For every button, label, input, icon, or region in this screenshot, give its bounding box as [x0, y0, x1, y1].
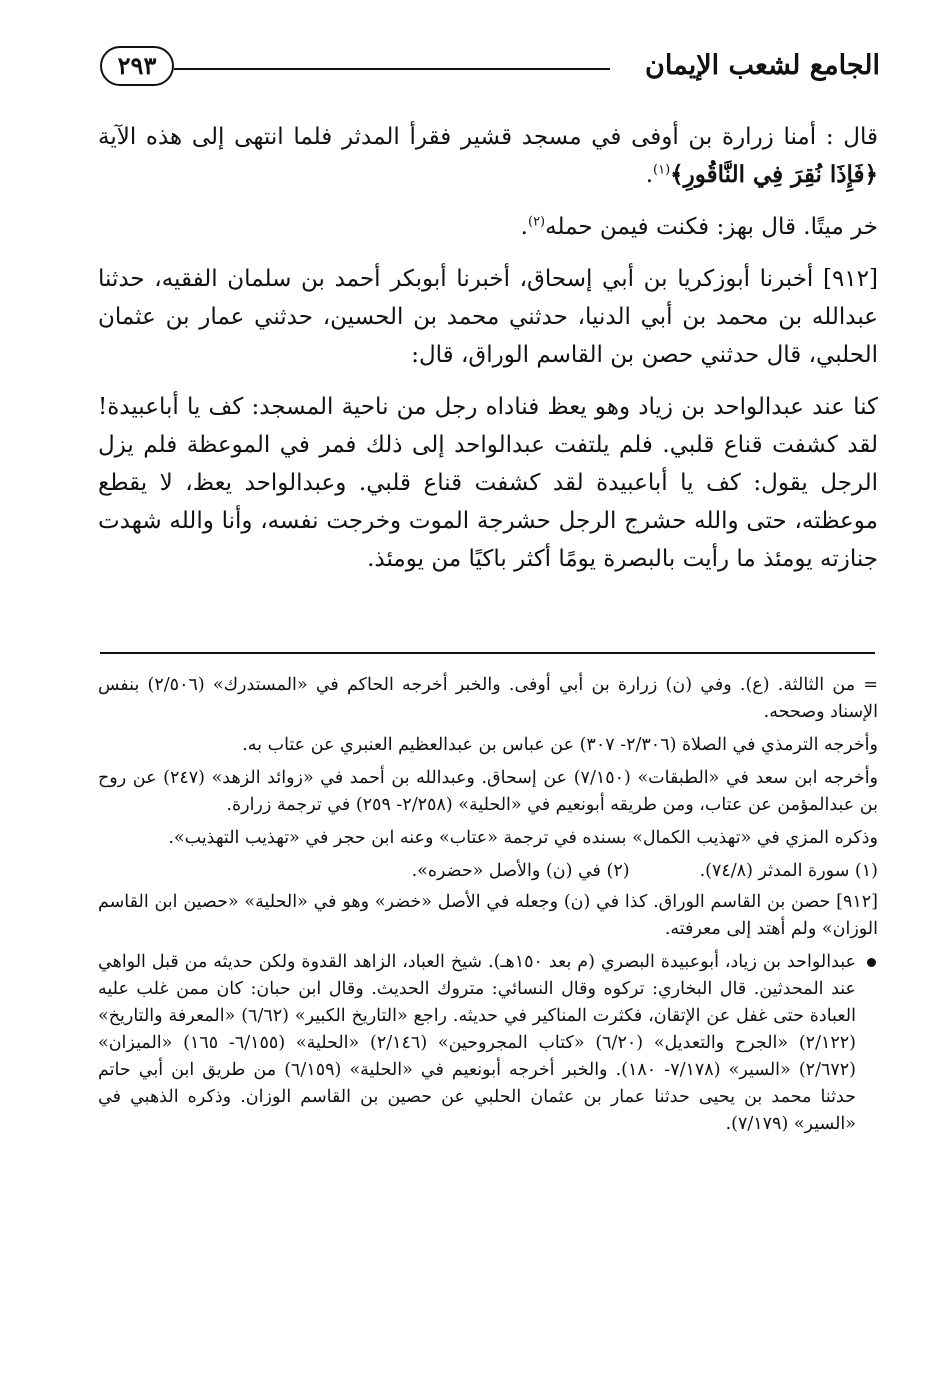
footnote-divider [100, 652, 875, 654]
paragraph-2-text: خر ميتًا. قال بهز: فكنت فيمن حمله [545, 214, 878, 240]
hadith-matn-912: كنا عند عبدالواحد بن زياد وهو يعظ فناداه رجل من ناحية المسجد: كف يا أباعبيدة! لقد كشفت قناع قلبي. فلم يلتفت عبدالواحد إلى ذلك فمر في الموعظة فلم يزل الرجل يقول: كف يا أباعبيدة لقد كشفت قناع قلبي. وعبدالواحد يعظ، لا يقطع موعظته، حتى والله حشرج الرجل حشرجة الموت وخرجت نفسه، وأنا والله شهدت جنازته يومئذ ما رأيت بالبصرة يومًا أكثر باكيًا من يومئذ. [98, 394, 878, 572]
footnote-912: [٩١٢] حصن بن القاسم الوراق. كذا في (ن) وجعله في الأصل «خضر» وهو في «الحلية» «حصين ابن القاسم الوزان» ولم أهتد إلى معرفته. [98, 892, 878, 939]
footnote-refs-row [98, 858, 878, 885]
biography-text: عبدالواحد بن زياد، أبوعبيدة البصري (م بعد ١٥٠هـ). شيخ العباد، الزاهد القدوة ولكن حديثه من قبل الواهي عند المحدثين. قال البخاري: تركوه وقال النسائي: متروك الحديث. وقال ابن حبان: كان ممن غلب عليه العبادة حتى غفل عن الإتقان، فكثرت المناكير في حديثه. راجع «التاريخ الكبير» (٦/٦٢) «المعرفة والتاريخ» (٢/١٢٢) «الجرح والتعديل» (٦/٢٠) «كتاب المجروحين» (٢/١٤٦) «الحلية» (٦/١٥٥- ١٦٥) «الميزان» (٢/٦٧٢) «السير» (٧/١٧٨- ١٨٠). والخبر أخرجه أبونعيم في «الحلية» (٦/١٥٩) من طريق ابن أبي حاتم حدثنا محمد بن يحيى حدثنا عمار بن عثمان الحلبي عن حصين بن القاسم الوزان. وذكره الذهبي في «السير» (٧/١٧٩). [98, 952, 856, 1134]
footnote-continuation-1: = من الثالثة. (ع). وفي (ن) زرارة بن أبي أوفى. والخبر أخرجه الحاكم في «المستدرك» (٢/٥٠٦) بنفس الإسناد وصححه. [98, 675, 878, 722]
header-rule [174, 68, 610, 70]
paragraph-1 [98, 118, 878, 194]
paragraph-2-end: . [520, 214, 528, 240]
biography-note [98, 949, 878, 1138]
hadith-isnad-912: [٩١٢] أخبرنا أبوزكريا بن أبي إسحاق، أخبرنا أبوبكر أحمد بن سلمان الفقيه، حدثنا عبدالله بن محمد بن أبي الدنيا، حدثني محمد بن الحسين، حدثني عمار بن عثمان الحلبي، قال حدثني حصن بن القاسم الوراق، قال: [98, 266, 878, 368]
paragraph-1-text: قال : أمنا زرارة بن أوفى في مسجد قشير فقرأ المدثر فلما انتهى إلى هذه الآية [98, 124, 878, 150]
footnote-2: (٢) في (ن) والأصل «حضره». [411, 861, 630, 881]
page-number: ٢٩٣ [100, 46, 174, 86]
footnote-continuation-4: وذكره المزي في «تهذيب الكمال» بسنده في ترجمة «عتاب» وعنه ابن حجر في «تهذيب التهذيب». [168, 828, 878, 848]
footnotes [98, 672, 878, 1144]
footnote-continuation-2: وأخرجه الترمذي في الصلاة (٢/٣٠٦- ٣٠٧) عن عباس بن عبدالعظيم العنبري عن عتاب به. [242, 735, 878, 755]
footnote-ref-1: (١) [653, 162, 671, 178]
footnote-1: (١) سورة المدثر (٧٤/٨). [699, 861, 878, 881]
paragraph-2 [98, 208, 878, 246]
footnote-ref-2: (٢) [527, 214, 546, 230]
bullet-icon [867, 958, 876, 967]
quran-verse: ﴿فَإِذَا نُقِرَ فِي النَّاقُورِ﴾ [670, 161, 878, 188]
page-header [100, 44, 880, 90]
paragraph-1-end: . [645, 162, 654, 188]
footnote-continuation-3: وأخرجه ابن سعد في «الطبقات» (٧/١٥٠) عن إسحاق. وعبدالله بن أحمد في «زوائد الزهد» (٢٤٧) عن روح بن عبدالمؤمن عن عتاب، ومن طريقه أبونعيم في «الحلية» (٢/٢٥٨- ٢٥٩) في ترجمة زرارة. [98, 768, 879, 815]
main-text [98, 118, 878, 592]
running-title: الجامع لشعب الإيمان [645, 50, 880, 81]
